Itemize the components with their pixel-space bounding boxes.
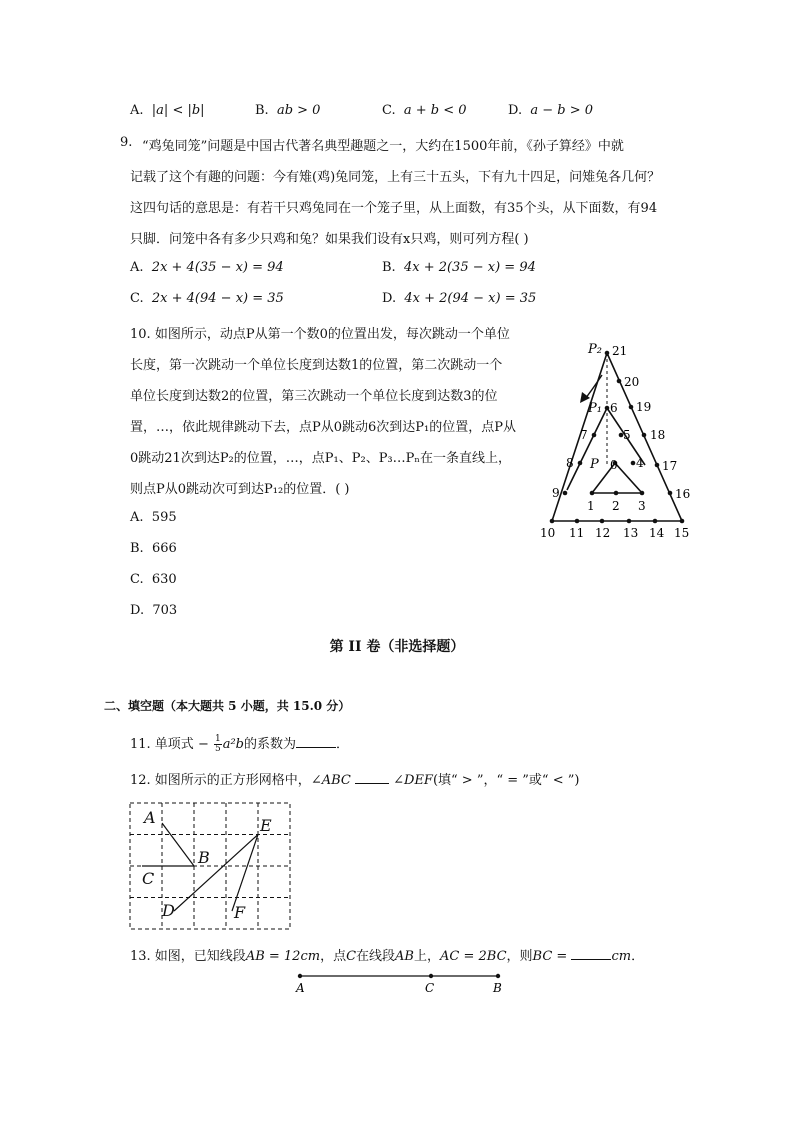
q9-line-4: 只脚．问笼中各有多少只鸡和兔？如果我们设有x只鸡，则可列方程( ): [130, 232, 529, 247]
svg-text:19: 19: [636, 400, 652, 414]
segment-ab: [162, 823, 194, 866]
q10-line-6: 则点P从0跳动次可到达P₁₂的位置．( ): [130, 482, 350, 497]
q11: 11. 单项式 − $\frac{1}{5}$ a²b的系数为 ．: [130, 734, 350, 754]
q11-answer-blank[interactable]: [296, 735, 336, 748]
section-2-heading: 二、填空题（本大题共 5 小题，共 15.0 分）: [104, 699, 351, 713]
q8-option-c-text: a + b < 0: [403, 103, 467, 118]
point-b-dot: [496, 974, 500, 978]
q9-option-d[interactable]: D. 4x + 2(94 − x) = 35: [382, 291, 537, 306]
svg-text:0: 0: [610, 458, 618, 472]
svg-text:E: E: [260, 816, 272, 835]
label-c: C: [425, 981, 435, 995]
label-p2: P₂: [588, 342, 602, 357]
q10-option-a[interactable]: A. 595: [130, 510, 177, 525]
q10-option-b[interactable]: B. 666: [130, 541, 177, 556]
svg-text:17: 17: [662, 459, 678, 473]
q10-triangle-figure: [530, 335, 695, 545]
q8-option-d-text: a − b > 0: [530, 103, 594, 118]
svg-text:18: 18: [650, 428, 666, 442]
svg-text:15: 15: [674, 526, 690, 540]
svg-text:2: 2: [612, 499, 620, 513]
svg-text:A: A: [144, 808, 156, 827]
q10-option-d[interactable]: D. 703: [130, 603, 178, 618]
svg-text:14: 14: [649, 526, 665, 540]
part-2-title: 第 II 卷（非选择题）: [329, 639, 465, 655]
q9-option-b[interactable]: B. 4x + 2(35 − x) = 94: [382, 260, 536, 275]
q10-option-c[interactable]: C. 630: [130, 572, 177, 587]
q11-fraction: $\frac{1}{5}$: [214, 734, 221, 754]
svg-text:3: 3: [638, 499, 646, 513]
svg-text:11: 11: [569, 526, 585, 540]
svg-text:13: 13: [623, 526, 639, 540]
svg-text:16: 16: [675, 487, 691, 501]
q9-line-3: 这四句话的意思是：有若干只鸡兔同在一个笼子里，从上面数，有35个头，从下面数，有94: [130, 201, 658, 216]
q8-option-a[interactable]: A. |a| < |b|: [130, 103, 205, 118]
q12: 12. 如图所示的正方形网格中，∠ABC ∠DEF(填“ > ”，“ = ”或“ < ”): [130, 773, 580, 788]
q8-option-a-text: |a| < |b|: [151, 103, 205, 118]
q13-answer-blank[interactable]: [571, 947, 611, 960]
q10-line-3: 单位长度到达数2的位置，第三次跳动一个单位长度到达数3的位: [130, 389, 498, 404]
q13: 13. 如图，已知线段AB = 12cm，点C在线段AB上，AC = 2BC，则BC = cm．: [130, 949, 645, 964]
q10-line-2: 长度，第一次跳动一个单位长度到达数1的位置，第二次跳动一个: [130, 358, 503, 373]
number-labels: [540, 344, 690, 540]
point-a-dot: [298, 974, 302, 978]
svg-text:12: 12: [595, 526, 611, 540]
svg-text:7: 7: [580, 428, 588, 442]
q8-option-d[interactable]: D. a − b > 0: [508, 103, 594, 118]
label-a: A: [296, 981, 305, 995]
point-c-dot: [429, 974, 433, 978]
q10-line-5: 0跳动21次到达P₂的位置，…，点P₁、P₂、P₃…Pₙ在一条直线上，: [130, 451, 512, 466]
q8-option-b[interactable]: B. ab > 0: [255, 103, 321, 118]
q10-line-4: 置，…，依此规律跳动下去，点P从0跳动6次到达P₁的位置，点P从: [130, 420, 516, 435]
q12-grid-figure: [128, 801, 293, 931]
svg-text:C: C: [142, 869, 155, 888]
svg-text:F: F: [234, 903, 246, 922]
svg-text:20: 20: [624, 375, 640, 389]
q13-segment-figure: [290, 968, 510, 998]
q8-option-b-text: ab > 0: [276, 103, 321, 118]
q9-number: 9.: [120, 135, 133, 150]
q9-option-a[interactable]: A. 2x + 4(35 − x) = 94: [130, 260, 284, 275]
svg-text:8: 8: [566, 456, 574, 470]
svg-text:1: 1: [587, 499, 595, 513]
svg-text:B: B: [198, 848, 210, 867]
middle-triangle: [567, 408, 645, 490]
svg-text:10: 10: [540, 526, 556, 540]
svg-text:6: 6: [610, 401, 618, 415]
q8-option-c[interactable]: C. a + b < 0: [382, 103, 467, 118]
svg-text:21: 21: [612, 344, 628, 358]
label-p1: P₁: [588, 401, 602, 416]
q10-line-1: 10. 如图所示，动点P从第一个数0的位置出发，每次跳动一个单位: [130, 327, 510, 342]
label-p: P: [590, 457, 599, 472]
svg-text:D: D: [162, 901, 175, 920]
svg-text:4: 4: [636, 456, 644, 470]
q12-answer-blank[interactable]: [355, 771, 389, 784]
label-b: B: [493, 981, 502, 995]
q9-line-1: “鸡兔同笼”问题是中国古代著名典型趣题之一，大约在1500年前，《孙子算经》中就: [142, 139, 624, 154]
q9-option-c[interactable]: C. 2x + 4(94 − x) = 35: [130, 291, 284, 306]
svg-text:5: 5: [623, 428, 631, 442]
q9-line-2: 记载了这个有趣的问题：今有雉(鸡)兔同笼，上有三十五头，下有九十四足，问雉兔各几何？: [130, 170, 661, 185]
svg-text:9: 9: [552, 486, 560, 500]
